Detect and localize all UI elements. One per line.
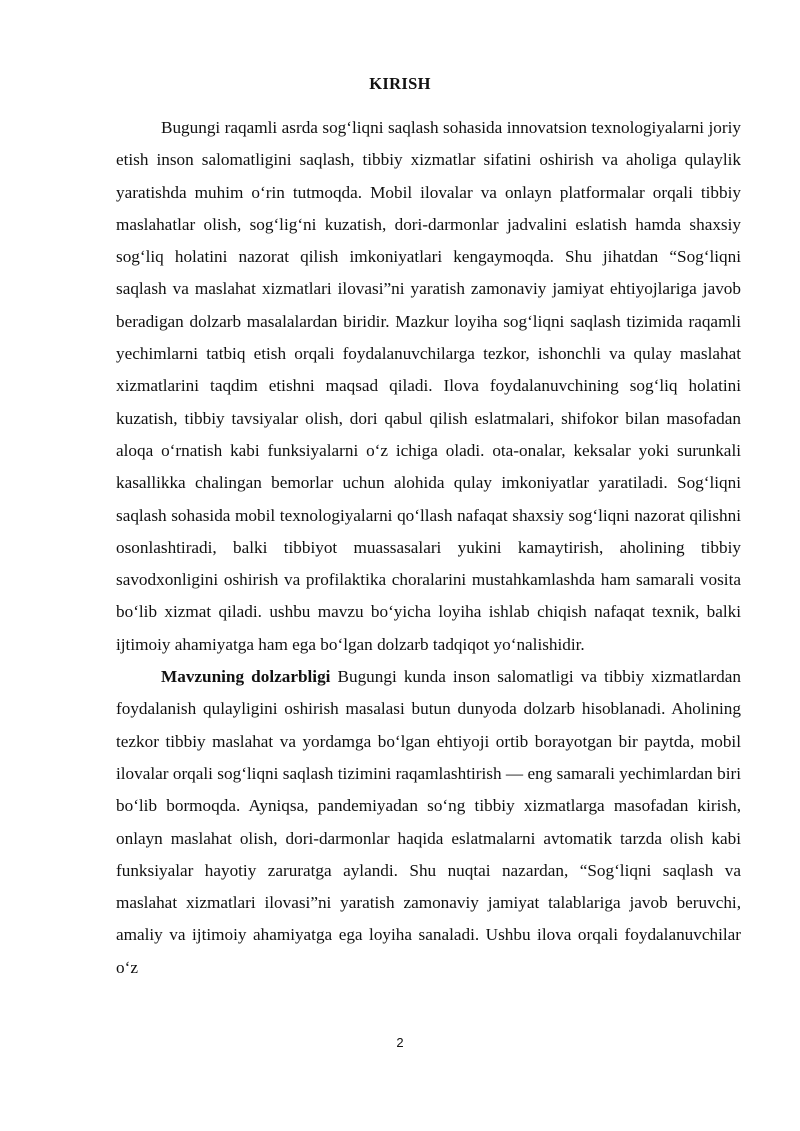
page-number: 2: [396, 1035, 404, 1050]
page-title: KIRISH: [369, 74, 431, 93]
intro-paragraph: Bugungi raqamli asrda sog‘liqni saqlash sohasida innovatsion texnologiyalarni joriy etish inson salomatligini saqlash, tibbiy xizmatlar sifatini oshirish va aholiga qulaylik yaratishda muhim o‘rin tutmoqda. Mobil ilovalar va onlayn platformalar orqali tibbiy maslahatlar olish, sog‘lig‘ni kuzatish, dori-darmonlar jadvalini eslatish hamda shaxsiy sog‘liq holatini nazorat qilish imkoniyatlari kengaymoqda. Shu jihatdan “Sog‘liqni saqlash va maslahat xizmatlari ilovasi”ni yaratish zamonaviy jamiyat ehtiyojlariga javob beradigan dolzarb masalalardan biridir. Mazkur loyiha sog‘liqni saqlash tizimida raqamli yechimlarni tatbiq etish orqali foydalanuvchilarga tezkor, ishonchli va qulay maslahat xizmatlarini taqdim etishni maqsad qiladi. Ilova foydalanuvchining sog‘liq holatini kuzatish, tibbiy tavsiyalar olish, dori qabul qilish eslatmalari, shifokor bilan masofadan aloqa o‘rnatish kabi funksiyalarni o‘z ichiga oladi. ota-onalar, keksalar yoki surunkali kasallikka chalingan bemorlar uchun alohida qulay imkoniyatlar yaratiladi. Sog‘liqni saqlash sohasida mobil texnologiyalarni qo‘llash nafaqat shaxsiy sog‘liqni nazorat qilishni osonlashtiradi, balki tibbiyot muassasalari yukini kamaytirish, aholining tibbiy savodxonligini oshirish va profilaktika choralarini mustahkamlashda ham samarali vosita bo‘lib xizmat qiladi. ushbu mavzu bo‘yicha loyiha ishlab chiqish nafaqat texnik, balki ijtimoiy ahamiyatga ham ega bo‘lgan dolzarb tadqiqot yo‘nalishidir.: [116, 118, 741, 654]
document-body: [116, 112, 741, 984]
relevance-paragraph: [116, 661, 741, 984]
relevance-heading: Mavzuning dolzarbligi: [161, 667, 331, 687]
relevance-text: Bugungi kunda inson salomatligi va tibbiy xizmatlardan foydalanish qulayligini oshirish masalasi butun dunyoda dolzarb hisoblanadi. Aholining tezkor tibbiy maslahat va yordamga bo‘lgan ehtiyoji ortib borayotgan bir paytda, mobil ilovalar orqali sog‘liqni saqlash tizimini raqamlashtirish — eng samarali yechimlardan biri bo‘lib bormoqda. Ayniqsa, pandemiyadan so‘ng tibbiy xizmatlarga masofadan kirish, onlayn maslahat olish, dori-darmonlar haqida eslatmalarni avtomatik tarzda olish kabi funksiyalar hayotiy zaruratga aylandi. Shu nuqtai nazardan, “Sog‘liqni saqlash va maslahat xizmatlari ilovasi”ni yaratish zamonaviy jamiyat talablariga javob beruvchi, amaliy va ijtimoiy ahamiyatga ega loyiha sanaladi. Ushbu ilova orqali foydalanuvchilar o‘z: [116, 667, 741, 977]
